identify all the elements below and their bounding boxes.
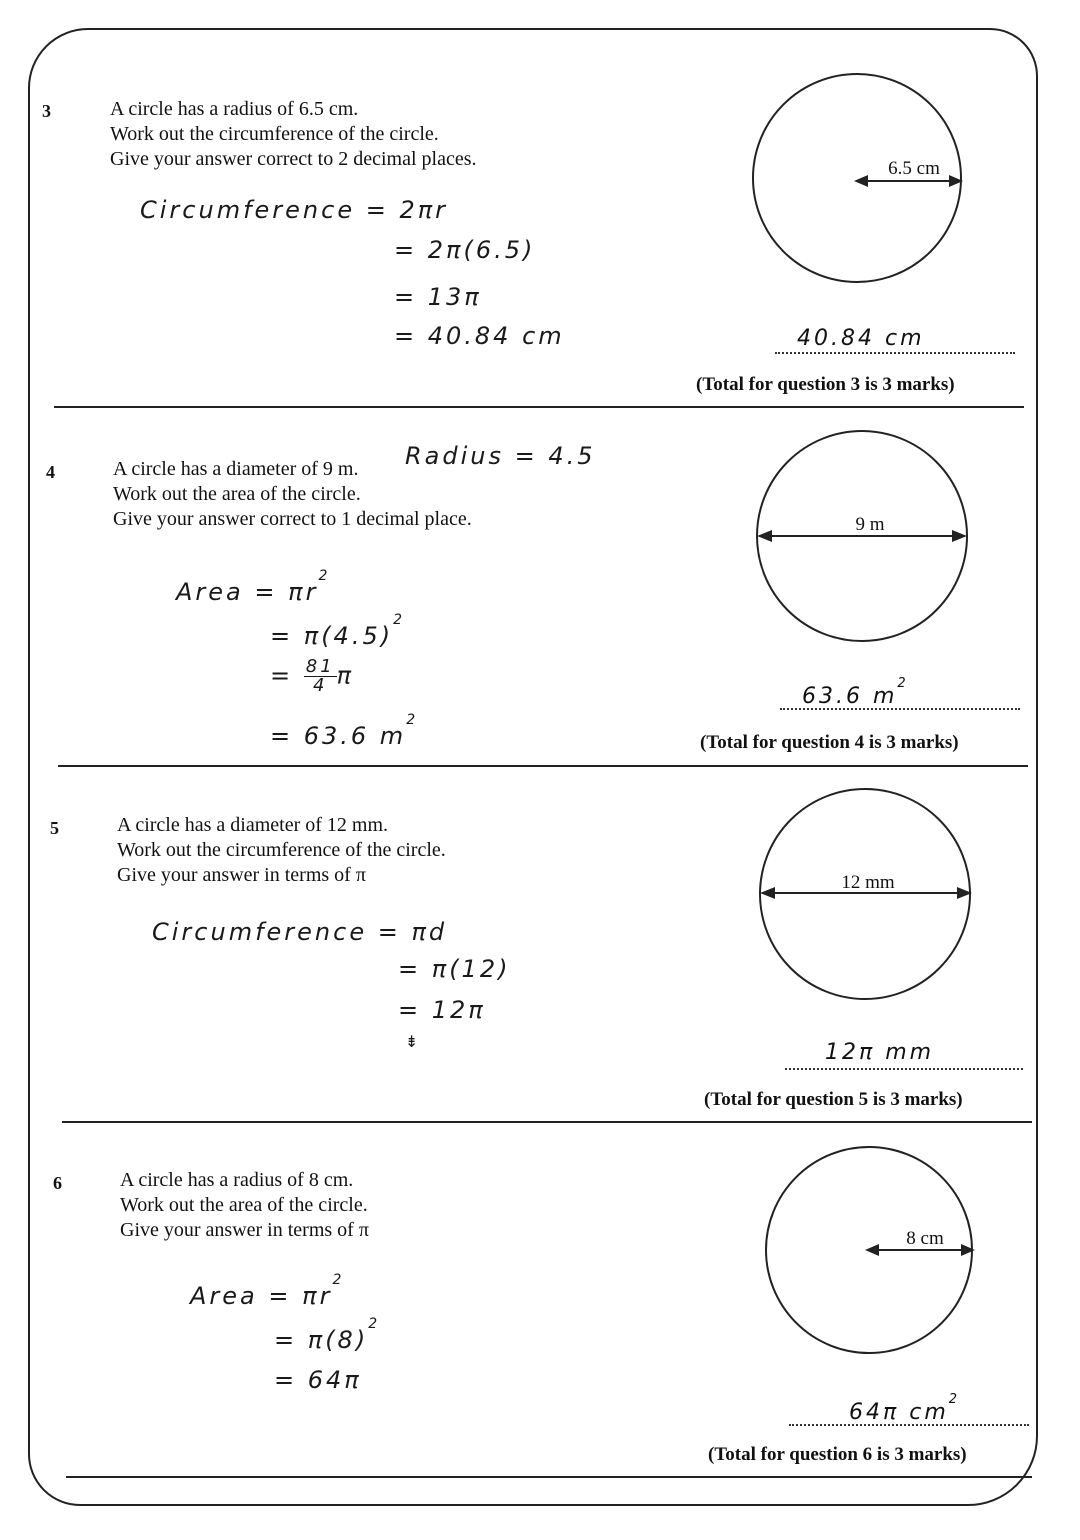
q4-working-line-4	[270, 712, 415, 750]
q4-working-line-1	[176, 568, 327, 606]
q4-fraction-pi: π	[336, 661, 355, 690]
question-5-line-2: Work out the circumference of the circle.	[117, 839, 446, 861]
q4-total: (Total for question 4 is 3 marks)	[700, 732, 959, 753]
q6-answer	[789, 1392, 960, 1425]
q3-working-line-2: = 2π(6.5)	[394, 236, 536, 264]
q6-working-line-1-sup: 2	[332, 1272, 342, 1288]
q6-answer-sup: 2	[948, 1392, 961, 1407]
q6-total: (Total for question 6 is 3 marks)	[708, 1444, 967, 1465]
q4-working-line-2	[270, 612, 402, 650]
q4-working-line-2-text: = π(4.5)	[270, 622, 394, 650]
q6-working-line-1-text: Area = πr	[190, 1282, 333, 1310]
q6-answer-text: 64π cm	[849, 1400, 949, 1425]
q5-arrow-left	[760, 887, 775, 899]
question-number-5: 5	[50, 818, 59, 838]
q5-working-line-1: Circumference = πd	[152, 918, 448, 946]
question-number-3: 3	[42, 101, 51, 121]
q4-fraction-numerator: 81	[305, 656, 335, 677]
q4-fraction-denominator: 4	[312, 675, 328, 696]
q4-working-line-4-text: = 63.6 m	[270, 722, 407, 750]
q3-divider	[54, 406, 1024, 408]
q4-working-line-1-sup: 2	[318, 568, 328, 584]
q3-circle-diagram	[750, 70, 970, 290]
q4-answer-text: 63.6 m	[802, 684, 898, 709]
q3-total: (Total for question 3 is 3 marks)	[696, 374, 955, 395]
q5-working-line-2: = π(12)	[398, 955, 511, 983]
question-4-line-3: Give your answer correct to 1 decimal place.	[113, 508, 472, 530]
q4-circle-diagram	[752, 428, 972, 648]
q4-diameter-label: 9 m	[855, 514, 885, 535]
q6-answer-line	[789, 1392, 1029, 1426]
q5-circle-diagram	[757, 786, 977, 1006]
q5-diameter-label: 12 mm	[841, 872, 895, 893]
q4-arrow-right	[952, 530, 967, 542]
q4-working-line-2-sup: 2	[393, 612, 403, 628]
q4-answer-sup: 2	[897, 676, 909, 691]
question-4-line-1: A circle has a diameter of 9 m.	[113, 458, 359, 480]
q6-radius-label: 8 cm	[906, 1228, 944, 1249]
question-number-4: 4	[46, 462, 55, 482]
q6-working-line-2	[274, 1316, 377, 1354]
q3-arrow-left	[854, 175, 868, 187]
q5-divider	[62, 1121, 1032, 1123]
q3-working-line-4: = 40.84 cm	[394, 322, 565, 350]
question-3-line-1: A circle has a radius of 6.5 cm.	[110, 98, 359, 120]
q5-answer-line	[785, 1040, 1023, 1070]
q6-working-line-1	[190, 1272, 341, 1310]
question-3-line-3: Give your answer correct to 2 decimal places.	[110, 148, 477, 170]
q4-side-note: Radius = 4.5	[405, 442, 596, 470]
q4-working-line-1-text: Area = πr	[176, 578, 319, 606]
q6-divider	[66, 1476, 1032, 1478]
question-5-line-3: Give your answer in terms of π	[117, 864, 366, 886]
question-3-text	[110, 97, 477, 172]
question-6-line-3: Give your answer in terms of π	[120, 1219, 369, 1241]
q5-working-line-3: = 12π	[398, 996, 486, 1024]
question-number-6: 6	[53, 1173, 62, 1193]
question-6-line-1: A circle has a radius of 8 cm.	[120, 1169, 354, 1191]
q6-circle-diagram	[765, 1142, 985, 1362]
q5-answer: 12π mm	[825, 1040, 935, 1065]
q4-divider	[58, 765, 1028, 767]
q4-fraction	[304, 658, 337, 695]
q3-answer-line	[775, 326, 1015, 354]
q5-total: (Total for question 5 is 3 marks)	[704, 1089, 963, 1110]
q3-working-line-3: = 13π	[394, 283, 482, 311]
q4-working-line-3-text: =	[270, 661, 304, 690]
q4-answer-line	[780, 676, 1020, 710]
q5-working-mark: ⇟	[405, 1032, 422, 1051]
question-4-line-2: Work out the area of the circle.	[113, 483, 361, 505]
q6-arrow-left	[865, 1244, 879, 1256]
q4-working-line-4-sup: 2	[406, 712, 416, 728]
question-5-text	[117, 813, 446, 888]
q6-working-line-2-text: = π(8)	[274, 1326, 369, 1354]
question-5-line-1: A circle has a diameter of 12 mm.	[117, 814, 389, 836]
q3-radius-label: 6.5 cm	[888, 158, 940, 179]
q3-working-line-1: Circumference = 2πr	[140, 196, 449, 224]
question-3-line-2: Work out the circumference of the circle.	[110, 123, 439, 145]
q6-working-line-3: = 64π	[274, 1366, 362, 1394]
q4-answer	[780, 676, 909, 709]
q6-working-line-2-sup: 2	[368, 1316, 378, 1332]
question-6-text	[120, 1168, 369, 1243]
q3-answer: 40.84 cm	[797, 326, 925, 351]
q4-arrow-left	[757, 530, 772, 542]
question-6-line-2: Work out the area of the circle.	[120, 1194, 368, 1216]
q4-working-line-3	[270, 658, 354, 695]
